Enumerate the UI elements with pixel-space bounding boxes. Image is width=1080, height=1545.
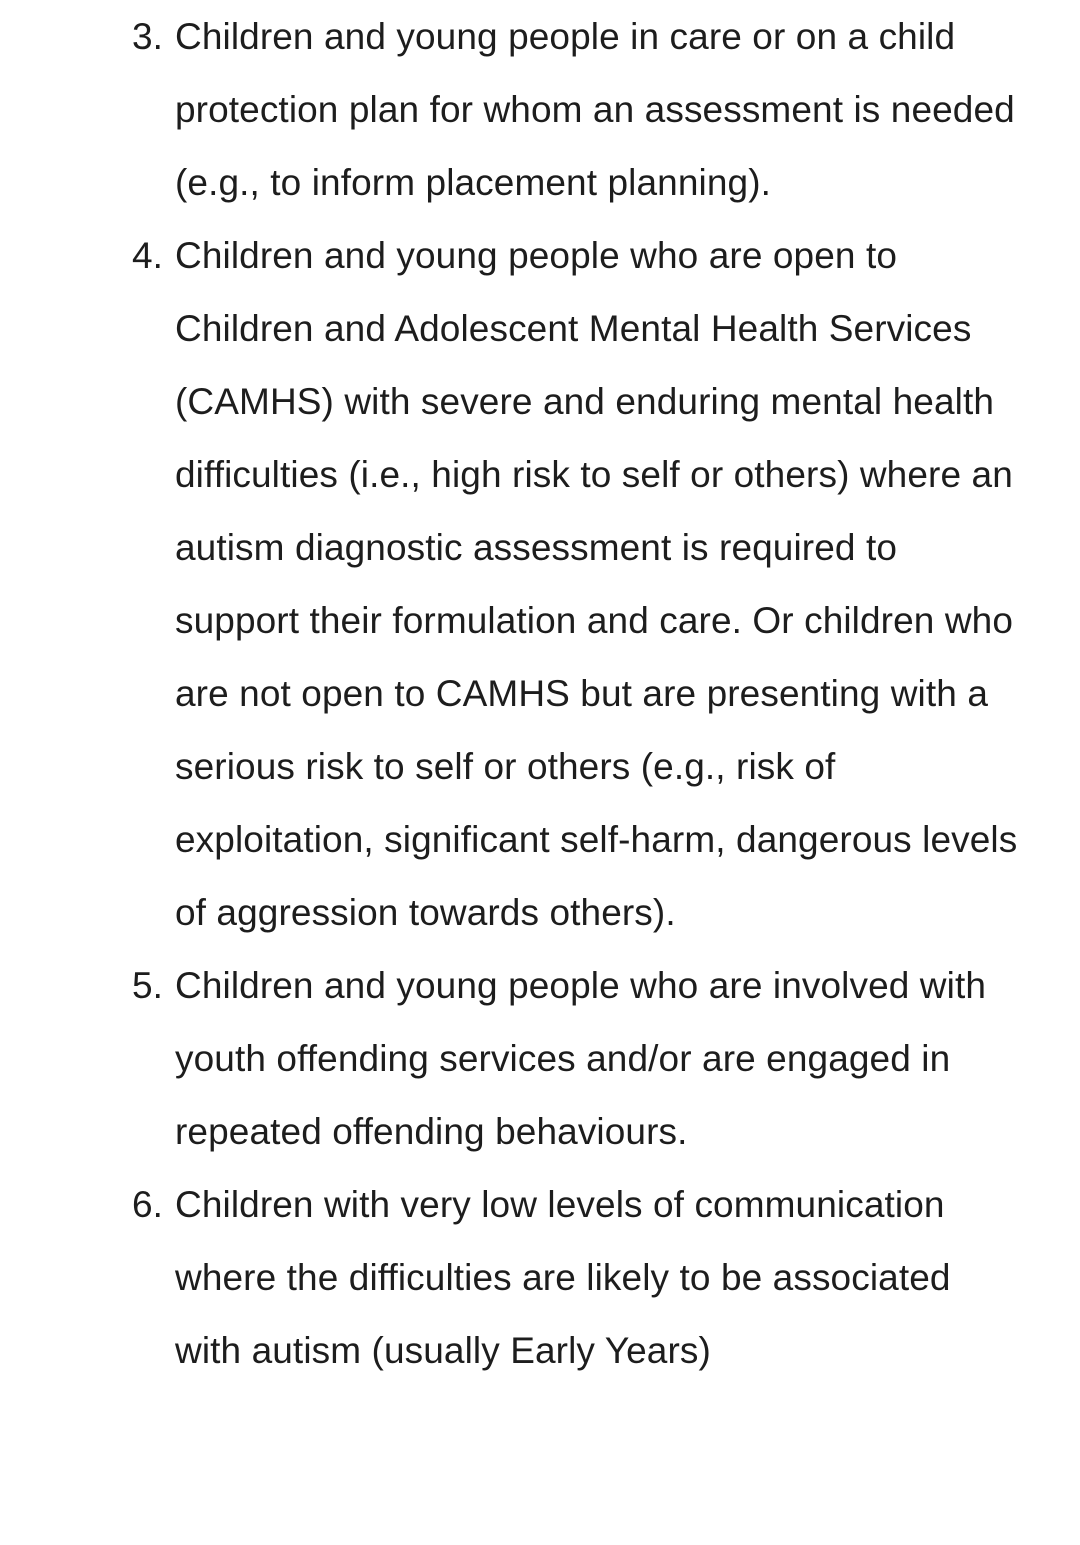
list-item	[0, 1168, 1080, 1387]
list-item-number: 5.	[132, 965, 164, 1006]
list-item-text: Children and young people in care or on a child protection plan for whom an assessment is needed (e.g., to inform placement planning).	[175, 16, 1015, 203]
list-item-text: Children and young people who are involved with youth offending services and/or are engaged in repeated offending behaviours.	[175, 965, 987, 1152]
list-item-number: 4.	[132, 235, 164, 276]
list-item	[0, 0, 1080, 219]
list-item-number: 3.	[132, 16, 164, 57]
list-item-number: 6.	[132, 1184, 164, 1225]
list-item-text: Children with very low levels of communication where the difficulties are likely to be associated with autism (usually Early Years)	[175, 1184, 951, 1371]
list-item	[0, 219, 1080, 949]
list-item	[0, 949, 1080, 1168]
list-item-text: Children and young people who are open to Children and Adolescent Mental Health Services (CAMHS) with severe and enduring mental health difficulties (i.e., high risk to self or others) where an autism diagnostic assessment is required to support their formulation and care. Or children who are not open to CAMHS but are presenting with a serious risk to self or others (e.g., risk of exploitation, significant self-harm, dangerous levels of aggression towards others).	[175, 235, 1018, 933]
